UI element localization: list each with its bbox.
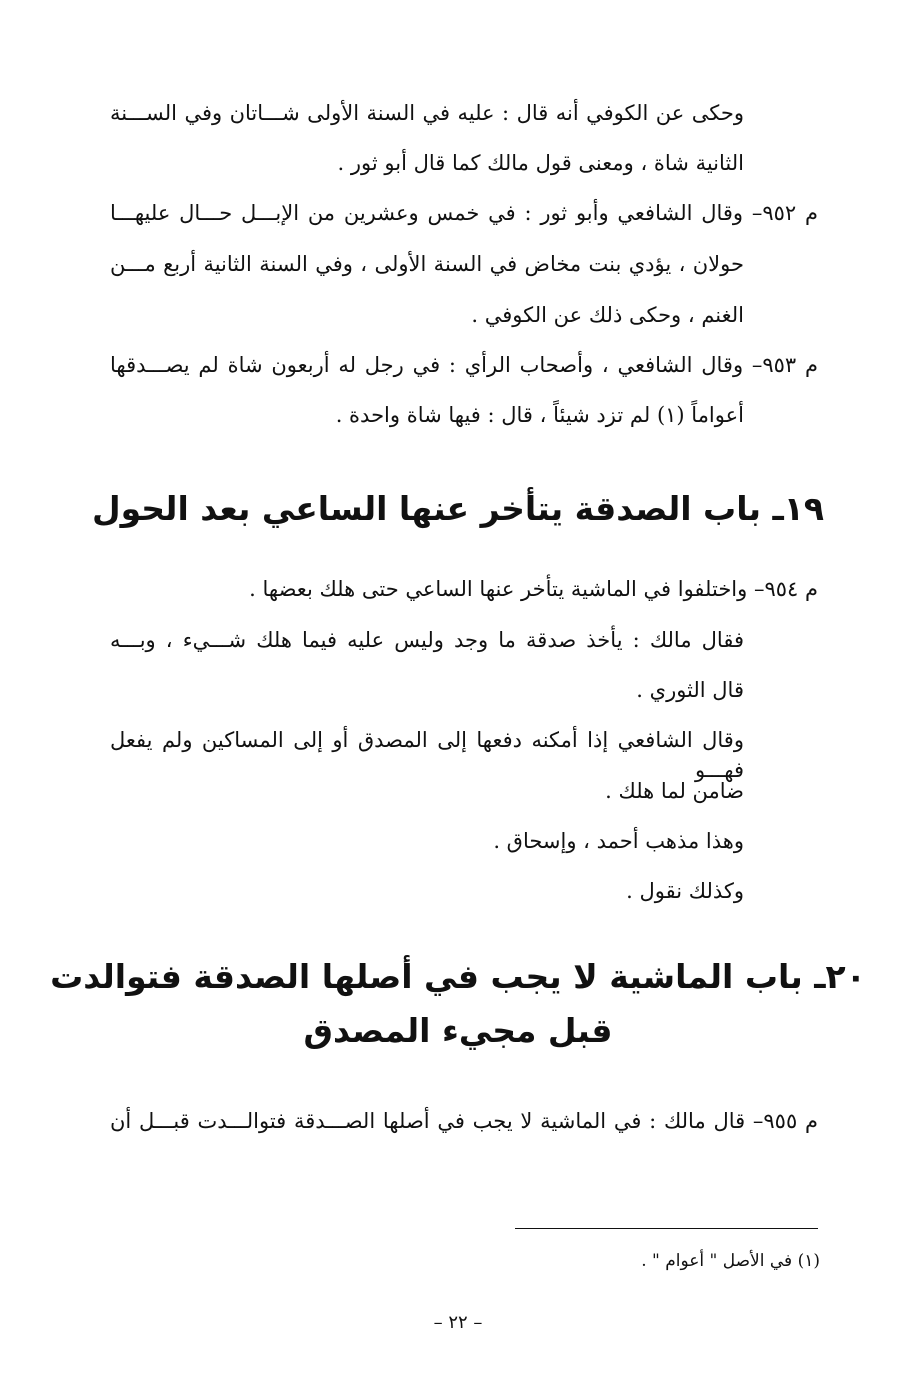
text-line: الغنم ، وحكى ذلك عن الكوفي . — [471, 303, 744, 327]
text-line: أعواماً (١) لم تزد شيئاً ، قال : فيها شاة واحدة . — [335, 403, 744, 427]
chapter-19-heading: ١٩ـ باب الصدقة يتأخر عنها الساعي بعد الحول — [91, 489, 825, 528]
issue-954-line: م ٩٥٤– واختلفوا في الماشية يتأخر عنها الساعي حتى هلك بعضها . — [249, 577, 818, 601]
text-line: وكذلك نقول . — [626, 879, 744, 903]
page-number: – ٢٢ – — [433, 1312, 483, 1333]
text-line: قال الثوري . — [636, 678, 744, 702]
issue-955-line: م ٩٥٥– قال مالك : في الماشية لا يجب في أصلها الصـــدقة فتوالـــدت قبـــل أن — [110, 1109, 818, 1133]
chapter-20-heading-line1: ٢٠ـ باب الماشية لا يجب في أصلها الصدقة فتوالدت — [50, 957, 866, 996]
text-line: ضامن لما هلك . — [605, 779, 744, 803]
text-line: فقال مالك : يأخذ صدقة ما وجد وليس عليه فيما هلك شـــيء ، وبـــه — [110, 628, 744, 652]
footnote-divider — [515, 1228, 818, 1229]
text-line: وقال الشافعي إذا أمكنه دفعها إلى المصدق أو إلى المساكين ولم يفعل فهـــو — [110, 728, 744, 782]
text-line: حولان ، يؤدي بنت مخاض في السنة الأولى ، وفي السنة الثانية أربع مـــن — [110, 252, 744, 276]
chapter-20-heading-line2: قبل مجيء المصدق — [303, 1011, 613, 1050]
text-line: وحكى عن الكوفي أنه قال : عليه في السنة الأولى شـــاتان وفي الســـنة — [110, 101, 744, 125]
text-line: وهذا مذهب أحمد ، وإسحاق . — [493, 829, 744, 853]
issue-953-line: م ٩٥٣– وقال الشافعي ، وأصحاب الرأي : في رجل له أربعون شاة لم يصـــدقها — [110, 353, 818, 377]
issue-952-line: م ٩٥٢– وقال الشافعي وأبو ثور : في خمس وعشرين من الإبـــل حـــال عليهـــا — [110, 201, 818, 225]
footnote: (١) في الأصل " أعوام " . — [641, 1251, 820, 1271]
text-line: الثانية شاة ، ومعنى قول مالك كما قال أبو ثور . — [337, 151, 744, 175]
